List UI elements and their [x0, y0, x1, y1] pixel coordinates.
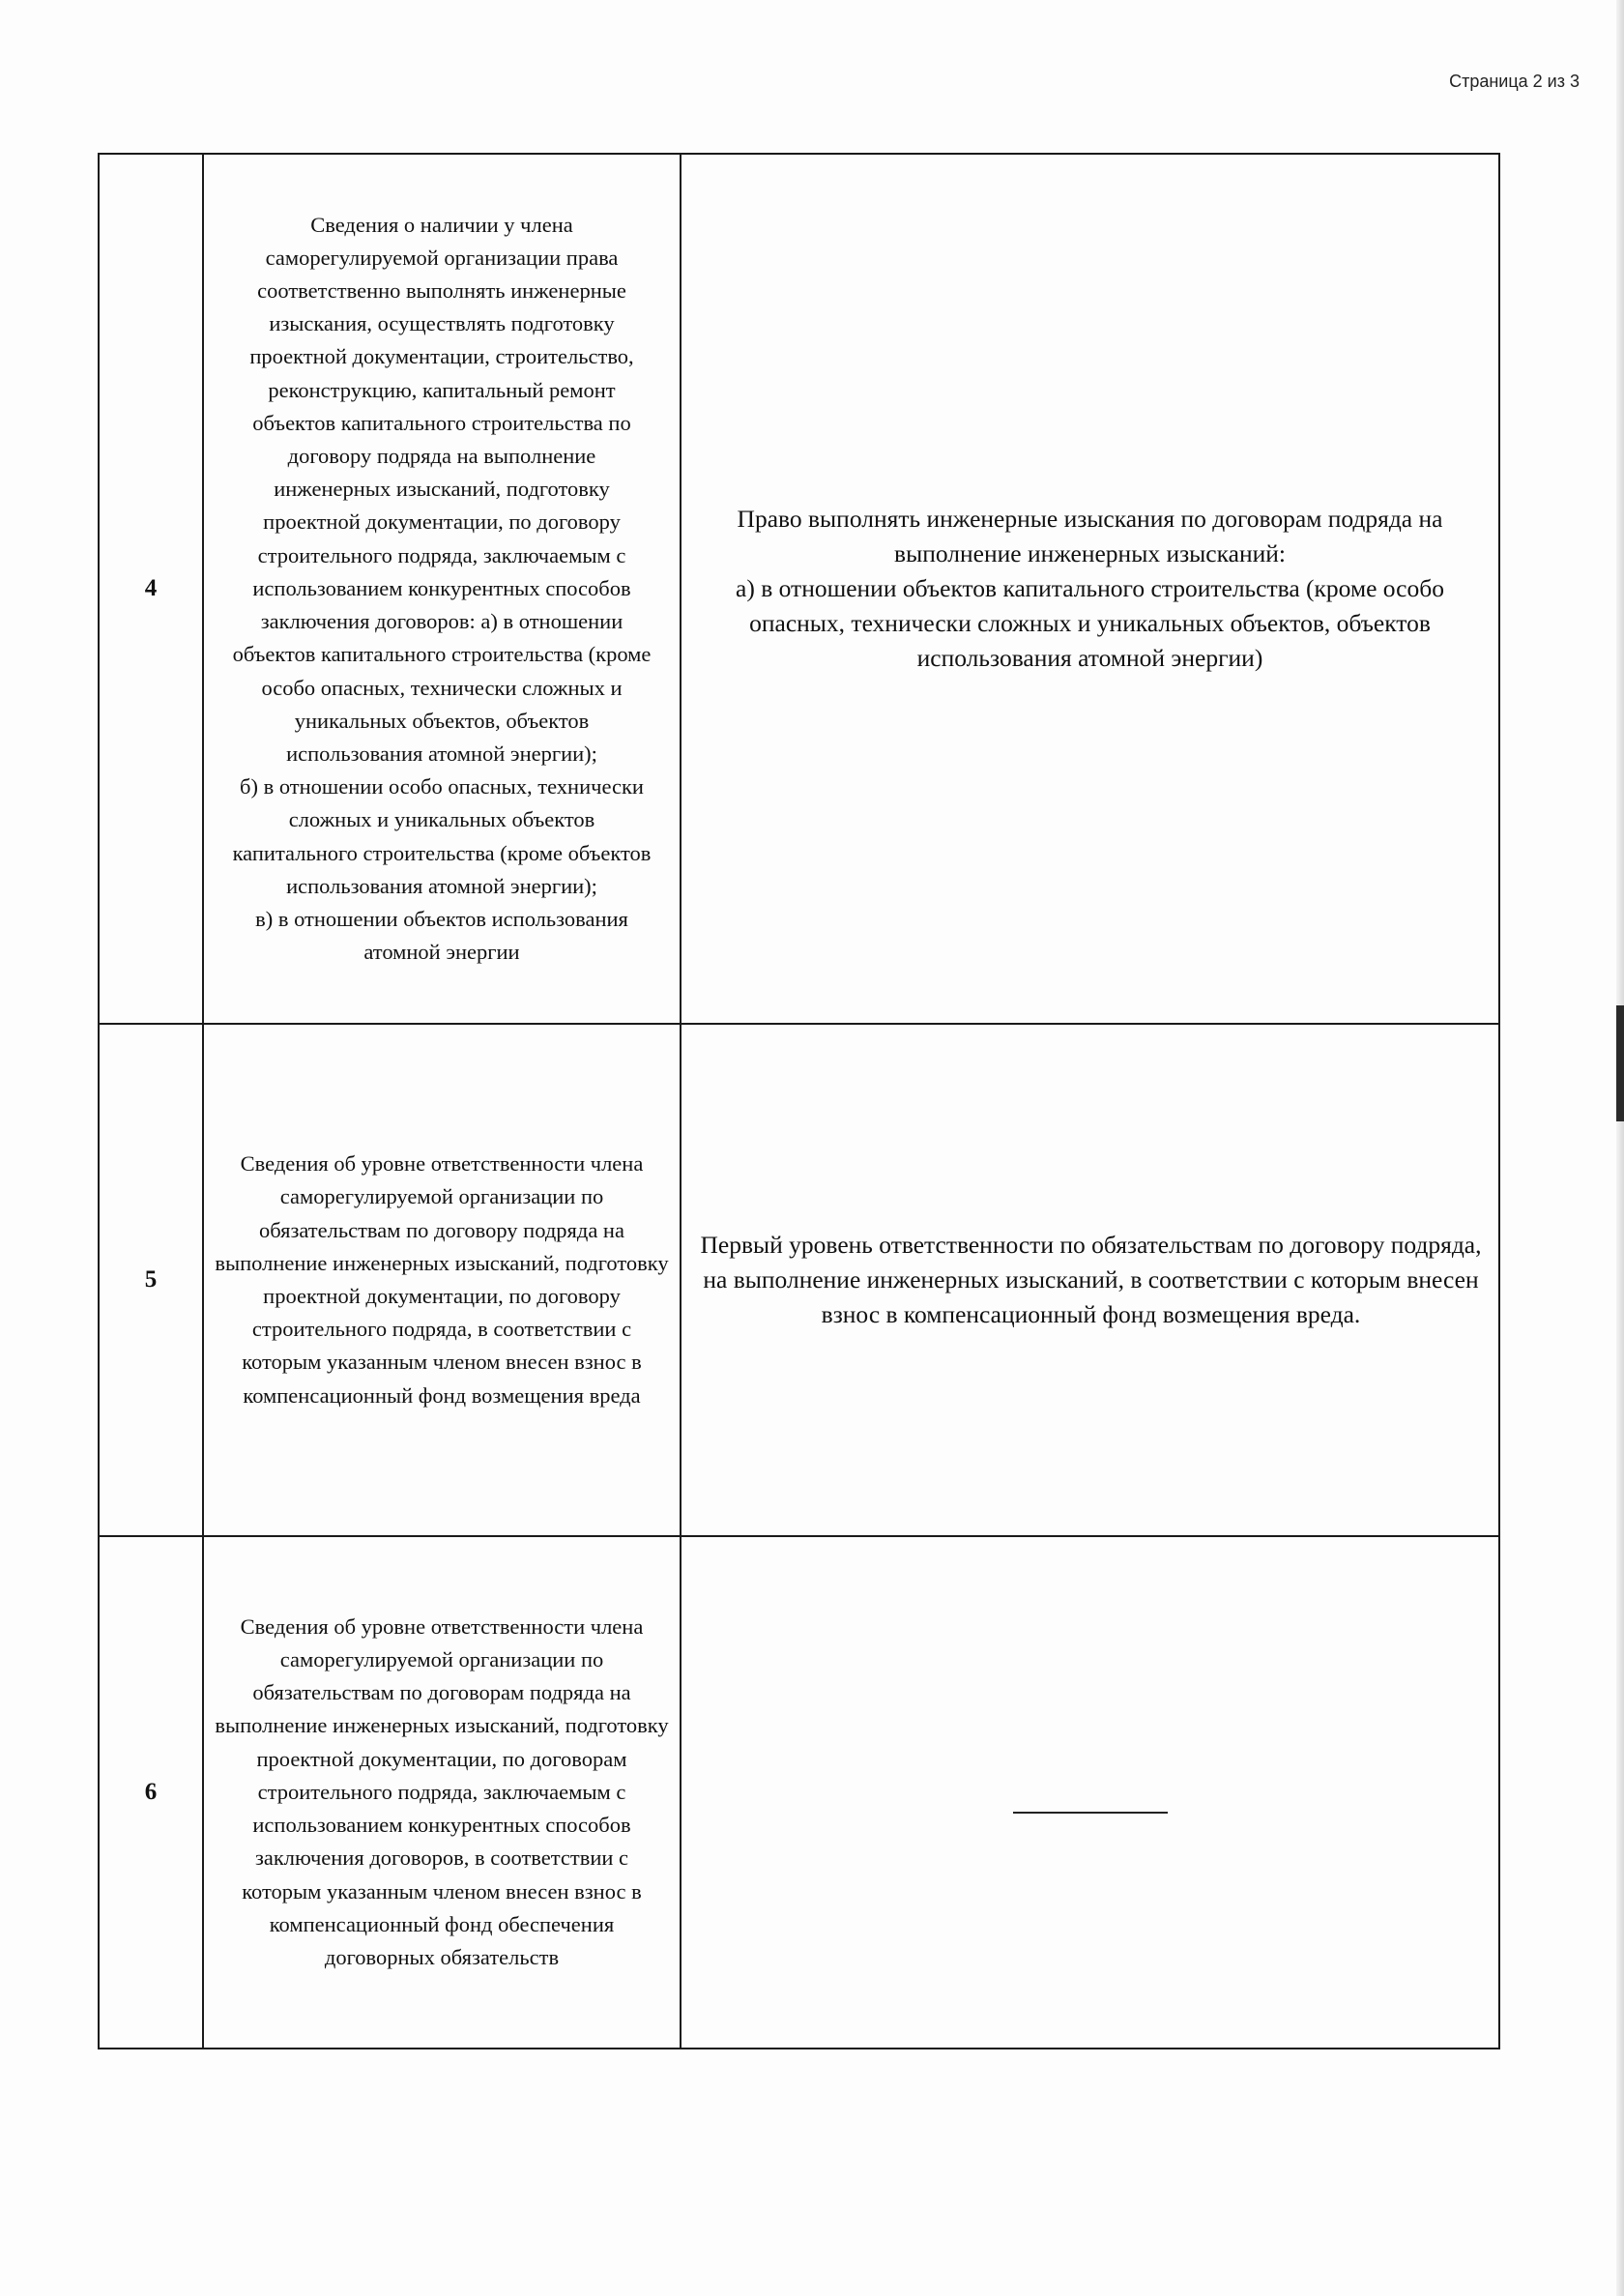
table-row: [99, 1536, 1499, 2049]
scan-edge-shadow: [1616, 0, 1624, 2296]
row-value: [681, 1536, 1499, 2049]
table-row: [99, 1024, 1499, 1536]
row-label: [203, 1024, 681, 1536]
membership-details-table: [98, 153, 1500, 2049]
row-value-text: Первый уровень ответственности по обязательствам по договору подряда, на выполнение инженерных изысканий, в соответствии с которым внесен взнос в компенсационный фонд возмещения вреда.: [700, 1231, 1482, 1328]
row-number: 6: [99, 1536, 203, 2049]
scan-edge-mark: [1616, 1005, 1624, 1121]
row-label-text: Сведения об уровне ответственности члена саморегулируемой организации по обязательствам по договору подряда на выполнение инженерных изысканий, подготовку проектной документации, по договору строительного подряда, в соответствии с которым указанным членом внесен взнос в компенсационный фонд возмещения вреда: [215, 1151, 669, 1408]
empty-value-dash: [1013, 1812, 1168, 1814]
row-label-text: Сведения о наличии у члена саморегулируемой организации права соответственно выполнять инженерные изыскания, осуществлять подготовку проектной документации, строительство, реконструкцию, капитальный ремонт объектов капитального строительства по договору подряда на выполнение инженерных изысканий, подготовку проектной документации, по договору строительного подряда, заключаемым с использованием конкурентных способов заключения договоров: а) в отношении объектов капитального строительства (кроме особо опасных, технически сложных и уникальных объектов, объектов использования атомной энергии); б) в отношении особо опасных, технически сложных и уникальных объектов капитального строительства (кроме объектов использования атомной энергии); в) в отношении объектов использования атомной энергии: [232, 212, 652, 965]
row-value-text: Право выполнять инженерные изыскания по договорам подряда на выполнение инженерных изысканий: а) в отношении объектов капитального строительства (кроме особо опасных, технически сложных и уникальных объектов, объектов использования атомной энергии): [736, 505, 1444, 672]
row-number: 4: [99, 154, 203, 1024]
page-number: Страница 2 из 3: [1449, 72, 1580, 91]
row-label: [203, 1536, 681, 2049]
row-value: [681, 1024, 1499, 1536]
row-value: [681, 154, 1499, 1024]
row-label: [203, 154, 681, 1024]
row-number: 5: [99, 1024, 203, 1536]
table-row: [99, 154, 1499, 1024]
row-label-text: Сведения об уровне ответственности члена саморегулируемой организации по обязательствам по договорам подряда на выполнение инженерных изысканий, подготовку проектной документации, по договорам строительного подряда, заключаемым с использованием конкурентных способов заключения договоров, в соответствии с которым указанным членом внесен взнос в компенсационный фонд обеспечения договорных обязательств: [215, 1613, 669, 1969]
